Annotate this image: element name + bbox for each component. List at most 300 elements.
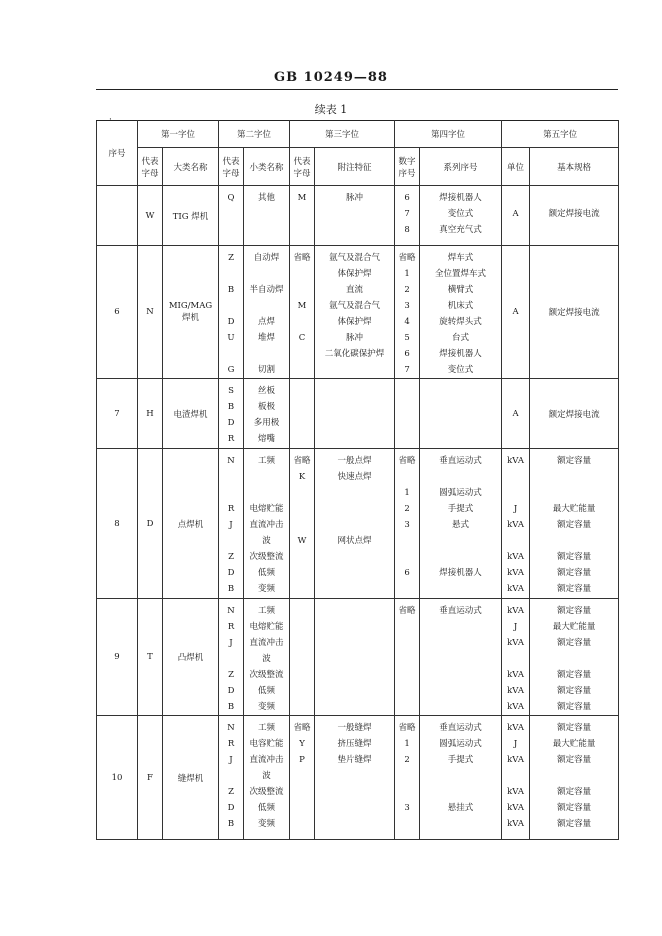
cell-line: kVA — [507, 606, 524, 616]
cell-line — [219, 768, 243, 784]
cell-line: G — [227, 365, 235, 375]
cell-line — [420, 533, 501, 549]
cell-line: 低频 — [258, 568, 276, 578]
cell-line: Z — [228, 253, 234, 263]
col-first-position: 第一字位 — [138, 121, 219, 148]
cell-line: kVA — [507, 552, 524, 562]
cell-line: 点焊 — [258, 317, 276, 327]
cell-line: 8 — [404, 225, 410, 235]
cell-line: 一般缝焊 — [337, 723, 372, 733]
cell-line — [530, 768, 618, 784]
cell-line — [530, 485, 618, 501]
cell-line: B — [227, 702, 235, 712]
cell-line — [502, 222, 529, 238]
cell-sub-letters — [219, 379, 244, 449]
cell-line: 6 — [404, 349, 410, 359]
cell-sub-letters — [219, 246, 244, 379]
cell-line — [420, 683, 501, 699]
col-seq: · 序号 — [97, 121, 138, 186]
header-row-2 — [97, 148, 619, 186]
cell-line — [315, 222, 394, 238]
cell-line: 额定容量 — [557, 670, 592, 680]
cell-line — [315, 549, 394, 565]
cell-line: 电熔贮能 — [249, 504, 284, 514]
cell-line: kVA — [507, 702, 524, 712]
cell-line: J — [513, 739, 518, 749]
cell-line: 省略 — [398, 253, 416, 263]
cell-line — [290, 501, 314, 517]
cell-line: 1 — [404, 739, 410, 749]
col-subcategory-name: 小类名称 — [244, 148, 290, 186]
cell-line — [219, 469, 243, 485]
cell-line: 最大贮能量 — [552, 739, 596, 749]
cell-line — [315, 800, 394, 816]
cell-line: 真空充气式 — [439, 225, 482, 235]
cell-line: 波 — [262, 536, 271, 546]
cell-line — [244, 266, 289, 282]
cell-line: kVA — [507, 568, 524, 578]
cell-letter: D — [138, 449, 163, 599]
cell-line — [290, 266, 314, 282]
cell-letter: H — [138, 379, 163, 449]
cell-line — [290, 816, 314, 832]
cell-line: 7 — [404, 209, 410, 219]
cell-seq: 9 — [97, 599, 138, 716]
cell-line — [502, 469, 529, 485]
cell-line: J — [229, 755, 233, 765]
cell-line: 次级整流 — [249, 670, 284, 680]
cell-line: 额定容量 — [557, 686, 592, 696]
cell-line: 3 — [404, 520, 410, 530]
cell-line: M — [297, 301, 307, 311]
cell-line — [290, 222, 314, 238]
cell-line: 板极 — [258, 402, 276, 412]
cell-line: 额定容量 — [557, 568, 592, 578]
cell-line: R — [227, 739, 235, 749]
cell-line: B — [227, 584, 235, 594]
cell-line — [395, 469, 419, 485]
cell-line: 额定容量 — [557, 803, 592, 813]
header-row-1 — [97, 121, 619, 148]
cell-line: 氩气及混合气 — [329, 301, 381, 311]
cell-line: kVA — [507, 638, 524, 648]
cell-category — [163, 246, 219, 379]
cell-line — [395, 619, 419, 635]
cell-units — [502, 449, 530, 599]
col-code-letter-3: 代表字母 — [290, 148, 315, 186]
cell-line: kVA — [507, 755, 524, 765]
cell-line: 最大贮能量 — [552, 504, 596, 514]
cell-line: U — [227, 333, 235, 343]
cell-line: 3 — [404, 301, 410, 311]
cell-line: 工频 — [258, 456, 276, 466]
cell-line: M — [297, 193, 307, 203]
cell-line: 额定容量 — [557, 787, 592, 797]
cell-line: 手提式 — [447, 504, 474, 514]
cell-line — [315, 816, 394, 832]
cell-line — [290, 282, 314, 298]
category-line-2: 焊机 — [182, 313, 200, 323]
col-basic-spec: 基本规格 — [530, 148, 619, 186]
col-series-seq: 系列序号 — [420, 148, 502, 186]
cell-line: 4 — [404, 317, 410, 327]
cell-line: 台式 — [452, 333, 470, 343]
cell-line: D — [227, 418, 235, 428]
cell-line — [290, 565, 314, 581]
cell-line — [219, 266, 243, 282]
table-row-spot — [97, 449, 619, 599]
cell-line — [219, 651, 243, 667]
cell-line — [395, 816, 419, 832]
cell-line: J — [513, 622, 518, 632]
cell-third-letters — [290, 246, 315, 379]
cell-line: R — [227, 622, 235, 632]
cell-line — [290, 800, 314, 816]
col-second-position: 第二字位 — [219, 121, 290, 148]
cell-line — [315, 784, 394, 800]
cell-line — [315, 362, 394, 378]
cell-sub-names — [244, 379, 290, 449]
cell-line: N — [227, 456, 235, 466]
cell-line: 电熔贮能 — [249, 622, 284, 632]
cell-line — [244, 298, 289, 314]
cell-line: 额定容量 — [557, 584, 592, 594]
cell-line: 网状点焊 — [337, 536, 372, 546]
cell-line: 堆焊 — [258, 333, 276, 343]
col-number-seq: 数字序号 — [395, 148, 420, 186]
cell-line: kVA — [507, 686, 524, 696]
cell-line: 垂直运动式 — [439, 606, 482, 616]
cell-line: D — [227, 568, 235, 578]
cell-line: Z — [228, 552, 234, 562]
cell-line — [290, 581, 314, 597]
cell-line — [502, 768, 529, 784]
cell-line — [395, 533, 419, 549]
cell-units — [502, 716, 530, 840]
cell-line: 次级整流 — [249, 552, 284, 562]
cell-line: D — [227, 686, 235, 696]
cell-line — [290, 314, 314, 330]
cell-line: N — [227, 723, 235, 733]
cell-seq: 7 — [97, 379, 138, 449]
cell-line: 其他 — [258, 193, 276, 203]
cell-features — [315, 716, 395, 840]
cell-line: 垂直运动式 — [439, 456, 482, 466]
cell-line: D — [227, 803, 235, 813]
cell-line: N — [227, 606, 235, 616]
cell-line — [315, 768, 394, 784]
cell-line: 额定容量 — [557, 552, 592, 562]
cell-line: 低频 — [258, 686, 276, 696]
cell-line: 氩气及混合气 — [329, 253, 381, 263]
cell-line: R — [227, 504, 235, 514]
cell-line: 变频 — [258, 819, 276, 829]
cell-letter: T — [138, 599, 163, 716]
table-row-tig — [97, 186, 619, 246]
cell-sub-letters — [219, 449, 244, 599]
cell-line: 熔嘴 — [258, 434, 276, 444]
cell-specs — [530, 186, 619, 246]
cell-line: A — [512, 209, 519, 219]
cell-sub-names — [244, 186, 290, 246]
cell-line — [530, 469, 618, 485]
cell-line: B — [227, 819, 235, 829]
cell-line — [420, 651, 501, 667]
standard-code: GB 10249—88 — [274, 70, 388, 85]
col-category-name: 大类名称 — [163, 148, 219, 186]
cell-line: 省略 — [398, 723, 416, 733]
col-code-letter-2: 代表字母 — [219, 148, 244, 186]
category-line-1: MIG/MAG — [168, 301, 213, 311]
cell-third-letters — [290, 186, 315, 246]
cell-line — [502, 533, 529, 549]
cell-series — [420, 186, 502, 246]
cell-line: C — [298, 333, 306, 343]
cell-sub-names — [244, 246, 290, 379]
cell-line: Y — [299, 739, 305, 749]
cell-line — [420, 619, 501, 635]
cell-line: 省略 — [293, 723, 311, 733]
cell-line: 挤压缝焊 — [337, 739, 372, 749]
cell-line: 横臂式 — [447, 285, 474, 295]
cell-sub-letters — [219, 716, 244, 840]
cell-line — [244, 206, 289, 222]
cell-line: 省略 — [398, 456, 416, 466]
cell-line: 5 — [404, 333, 410, 343]
cell-line: 额定容量 — [557, 755, 592, 765]
cell-spec: 额定焊接电流 — [530, 379, 619, 449]
cell-line — [420, 635, 501, 651]
table-row-seam — [97, 716, 619, 840]
cell-line: J — [229, 520, 233, 530]
cell-line: K — [298, 472, 306, 482]
cell-seq — [97, 186, 138, 246]
col-feature: 附注特征 — [315, 148, 395, 186]
cell-line — [219, 206, 243, 222]
cell-line — [315, 501, 394, 517]
cell-line — [420, 581, 501, 597]
cell-line: 2 — [404, 755, 410, 765]
cell-line: P — [299, 755, 305, 765]
cell-line: 悬式 — [452, 520, 470, 530]
cell-line: 二氧化碳保护焊 — [324, 349, 385, 359]
cell-line: 1 — [404, 488, 410, 498]
cell-third-letters — [290, 449, 315, 599]
cell-features — [315, 186, 395, 246]
cell-line: 波 — [262, 654, 271, 664]
cell-line — [530, 222, 618, 238]
table-row-electroslag — [97, 379, 619, 449]
cell-category: 电渣焊机 — [163, 379, 219, 449]
cell-letter: N — [138, 246, 163, 379]
cell-line: 手提式 — [447, 755, 474, 765]
cell-line — [395, 699, 419, 715]
cell-digits — [395, 186, 420, 246]
cell-line: 工频 — [258, 606, 276, 616]
cell-line: B — [227, 402, 235, 412]
cell-line: 焊接机器人 — [439, 349, 482, 359]
cell-line: 省略 — [398, 606, 416, 616]
col-third-position: 第三字位 — [290, 121, 395, 148]
cell-line: 自动焊 — [253, 253, 280, 263]
cell-line: 垫片缝焊 — [337, 755, 372, 765]
cell-units — [502, 599, 530, 716]
cell-line: 变位式 — [447, 365, 474, 375]
table-row-mig-mag — [97, 246, 619, 379]
cell-line: 额定容量 — [557, 638, 592, 648]
cell-sub-names — [244, 599, 290, 716]
cell-digits — [395, 246, 420, 379]
cell-line: 1 — [404, 269, 410, 279]
cell-line: 额定容量 — [557, 819, 592, 829]
cell-line: 省略 — [293, 456, 311, 466]
cell-line: 最大贮能量 — [552, 622, 596, 632]
cell-line — [219, 298, 243, 314]
cell-letter: F — [138, 716, 163, 840]
cell-line: 6 — [404, 193, 410, 203]
cell-category: 点焊机 — [163, 449, 219, 599]
cell-line: 旋转焊头式 — [439, 317, 482, 327]
cell-line: 体保护焊 — [337, 269, 372, 279]
cell-line: 2 — [404, 285, 410, 295]
cell-line: 波 — [262, 771, 271, 781]
cell-units — [502, 186, 530, 246]
cell-line — [315, 206, 394, 222]
cell-line: 变频 — [258, 702, 276, 712]
cell-line: 焊车式 — [447, 253, 474, 263]
cell-line: 焊接机器人 — [439, 193, 482, 203]
cell-line — [502, 651, 529, 667]
cell-digits — [395, 599, 420, 716]
cell-line — [395, 581, 419, 597]
table-caption: 续表 1 — [314, 103, 348, 116]
cell-line — [420, 667, 501, 683]
cell-line: S — [228, 386, 234, 396]
cell-line: 体保护焊 — [337, 317, 372, 327]
cell-letter: W — [138, 186, 163, 246]
cell-line — [290, 768, 314, 784]
cell-spec: 额定焊接电流 — [530, 246, 619, 379]
cell-line — [290, 517, 314, 533]
cell-line — [395, 549, 419, 565]
cell-line: B — [227, 285, 235, 295]
cell-line: 额定容量 — [557, 456, 592, 466]
cell-line: 额定容量 — [557, 702, 592, 712]
cell-line: 2 — [404, 504, 410, 514]
cell-line: 额定容量 — [557, 520, 592, 530]
cell-line: kVA — [507, 803, 524, 813]
cell-line: 机床式 — [447, 301, 474, 311]
cell-specs — [530, 716, 619, 840]
cell-line: kVA — [507, 787, 524, 797]
cell-sub-names — [244, 716, 290, 840]
cell-line: kVA — [507, 819, 524, 829]
cell-line — [290, 206, 314, 222]
cell-line — [315, 517, 394, 533]
cell-sub-names — [244, 449, 290, 599]
cell-line: 丝板 — [258, 386, 276, 396]
cell-line — [290, 784, 314, 800]
cell-line — [502, 190, 529, 206]
cell-features — [315, 449, 395, 599]
cell-line — [290, 485, 314, 501]
cell-line — [395, 667, 419, 683]
cell-line: 直流冲击 — [249, 520, 284, 530]
cell-digits — [395, 716, 420, 840]
cell-line — [315, 581, 394, 597]
cell-specs — [530, 449, 619, 599]
cell-line: kVA — [507, 670, 524, 680]
cell-line: R — [227, 434, 235, 444]
cell-line — [395, 768, 419, 784]
cell-line: 切割 — [258, 365, 276, 375]
cell-line — [219, 533, 243, 549]
cell-line — [420, 784, 501, 800]
cell-line — [315, 565, 394, 581]
cell-sub-letters — [219, 599, 244, 716]
cell-series — [420, 379, 502, 449]
cell-line — [219, 222, 243, 238]
cell-line: 3 — [404, 803, 410, 813]
cell-digits — [395, 449, 420, 599]
cell-seq: 10 — [97, 716, 138, 840]
cell-line: 圆弧运动式 — [439, 739, 482, 749]
cell-line — [420, 768, 501, 784]
cell-line: 圆弧运动式 — [439, 488, 482, 498]
cell-category: TIG 焊机 — [163, 186, 219, 246]
cell-line — [244, 469, 289, 485]
cell-seq: 6 — [97, 246, 138, 379]
cell-specs — [530, 599, 619, 716]
cell-line: 快速点焊 — [337, 472, 372, 482]
cell-third-letters — [290, 716, 315, 840]
cell-line: W — [297, 536, 307, 546]
cell-line: D — [227, 317, 235, 327]
cell-line: 工频 — [258, 723, 276, 733]
cell-line: 6 — [404, 568, 410, 578]
cell-line: 额定焊接电流 — [548, 209, 600, 219]
cell-line: 焊接机器人 — [439, 568, 482, 578]
cell-line: 省略 — [293, 253, 311, 263]
cell-line: 电容贮能 — [249, 739, 284, 749]
cell-features — [315, 599, 395, 716]
cell-sub-letters — [219, 186, 244, 246]
cell-category: 凸焊机 — [163, 599, 219, 716]
cell-features — [315, 379, 395, 449]
cell-line: 直流 — [346, 285, 364, 295]
cell-line: 脉冲 — [346, 333, 364, 343]
cell-features — [315, 246, 395, 379]
cell-line — [219, 346, 243, 362]
cell-line: Q — [227, 193, 235, 203]
cell-third-letters — [290, 379, 315, 449]
header-rule — [96, 89, 618, 90]
cell-line: Z — [228, 670, 234, 680]
cell-line — [290, 362, 314, 378]
cell-line: 多用极 — [253, 418, 280, 428]
col-unit: 单位 — [502, 148, 530, 186]
cell-line — [530, 533, 618, 549]
cell-line — [395, 635, 419, 651]
col-fifth-position: 第五字位 — [502, 121, 619, 148]
cell-line — [502, 485, 529, 501]
cell-line: 变频 — [258, 584, 276, 594]
cell-line — [244, 222, 289, 238]
col-fourth-position: 第四字位 — [395, 121, 502, 148]
cell-line — [244, 485, 289, 501]
cell-line — [290, 549, 314, 565]
cell-line: 脉冲 — [346, 193, 364, 203]
